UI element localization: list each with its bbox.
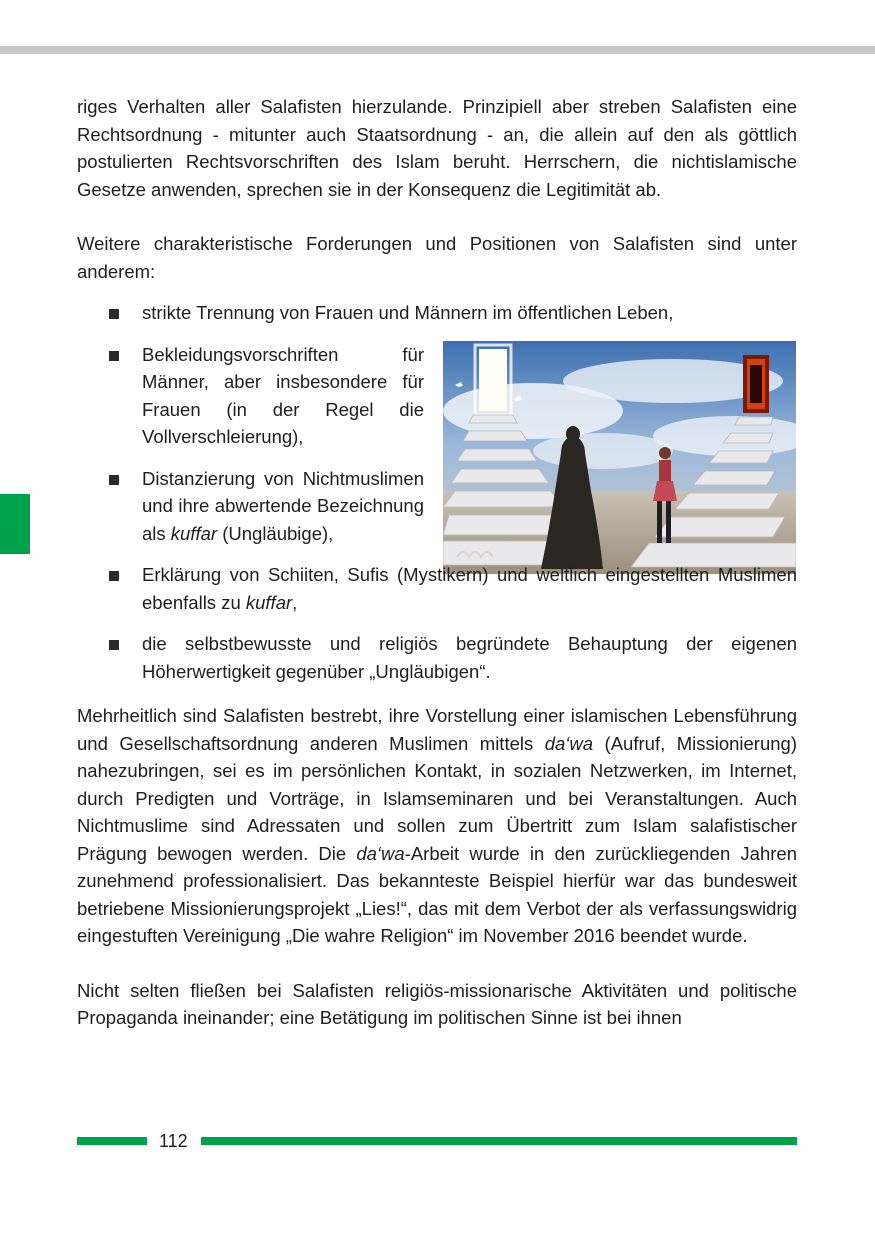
list-item: [77, 630, 797, 685]
page-footer: [77, 1128, 797, 1154]
term-kuffar: kuffar: [170, 522, 218, 544]
page-number: 112: [159, 1131, 188, 1151]
list-item: [77, 299, 797, 327]
square-bullet-icon: [109, 351, 119, 361]
term-dawa: da‘wa: [544, 732, 594, 754]
bullet-text: die selbstbewusste und religiös begründete Behauptung der eigenen Höherwertigkeit gegenüber „Ungläubigen“.: [142, 633, 797, 682]
top-rule: [0, 46, 875, 54]
list-item: [77, 561, 797, 616]
paragraph-1: riges Verhalten aller Salafisten hierzulande. Prinzipiell aber streben Salafisten eine Rechtsordnung - mitunter auch Staatsordnung - an, die allein auf den als göttlich postulierten Rechtsvorschriften des Islam beruht. Herrschern, die nichtislamische Gesetze anwenden, sprechen sie in der Konsequenz die Legitimität ab.: [77, 96, 797, 200]
bullet-text: Erklärung von Schiiten, Sufis (Mystikern) und weltlich eingestellten Muslimen ebenfalls zu kuffar,: [142, 564, 797, 613]
figure-row: [77, 341, 797, 548]
bullet-text: strikte Trennung von Frauen und Männern im öffentlichen Leben,: [142, 302, 674, 323]
bullet-list-continued: [77, 561, 797, 685]
chapter-side-tab: [0, 494, 30, 554]
square-bullet-icon: [109, 640, 119, 650]
bullet-text: Bekleidungsvorschriften für Männer, aber insbesondere für Frauen (in der Regel die Vollverschleierung),: [142, 343, 424, 447]
term-dawa: da‘wa: [356, 842, 405, 864]
stairway-illustration: [443, 341, 796, 574]
paragraph-4: Nicht selten fließen bei Salafisten religiös-missionarische Aktivitäten und politische Propaganda ineinander; eine Betätigung im politischen Sinne ist bei ihnen: [77, 979, 797, 1028]
square-bullet-icon: [109, 475, 119, 485]
square-bullet-icon: [109, 309, 119, 319]
paragraph-3: Mehrheitlich sind Salafisten bestrebt, ihre Vorstellung einer islamischen Lebensführung und Gesellschaftsordnung anderen Muslimen mittels da‘wa (Aufruf, Missionierung) nahezubringen, sei es im persönlichen Kontakt, in sozialen Netzwerken, im Internet, durch Predigten und Vorträge, in Islamseminaren und bei Veranstaltungen. Auch Nichtmuslime sind Adressaten und sollen zum Übertritt zum Islam salafistischer Prägung bewogen werden. Die da‘wa-Arbeit wurde in den zurückliegenden Jahren zunehmend professionalisiert. Das bekannteste Beispiel hierfür war das bundesweit betriebene Missionierungsprojekt „Lies!“, das mit dem Verbot der als verfassungswidrig eingestuften Vereinigung „Die wahre Religion“ im November 2016 beendet wurde.: [77, 705, 797, 946]
footer-bar-right: [201, 1137, 797, 1145]
square-bullet-icon: [109, 571, 119, 581]
illustration-image: [443, 341, 796, 574]
term-kuffar: kuffar: [245, 591, 293, 613]
bullet-list: [77, 299, 797, 327]
page-body: [77, 93, 797, 1032]
bullet-text: Distanzierung von Nichtmuslimen und ihre abwertende Bezeichnung als kuffar (Ungläubige),: [142, 467, 424, 544]
footer-bar-left: [77, 1137, 147, 1145]
paragraph-2: Weitere charakteristische Forderungen und Positionen von Salafisten sind unter anderem:: [77, 233, 797, 282]
